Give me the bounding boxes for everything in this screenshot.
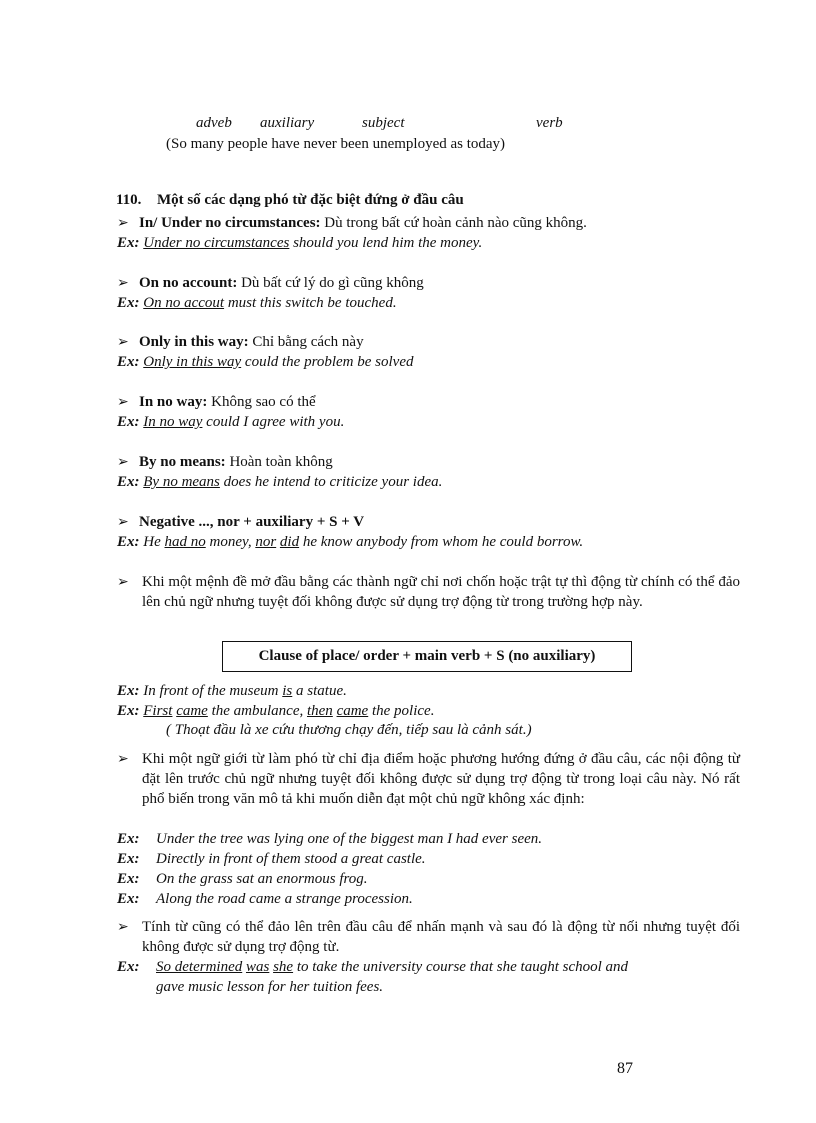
ex-rest: could I agree with you.: [202, 414, 345, 430]
ex-underlined: had no: [164, 534, 206, 550]
rule-paragraph: Khi một ngữ giới từ làm phó từ chỉ địa điểm hoặc phương hướng đứng ở đầu câu, các nội động từ đặt lên trước chủ ngữ nhưng tuyệt đối không được sử dụng trợ động từ trong loại câu này. Nó rất phổ biến trong văn mô tả khi muốn diễn đạt một chủ ngữ không xác định:: [142, 751, 740, 807]
item-term: Negative ..., nor + auxiliary + S + V: [139, 514, 365, 530]
formula-box: Clause of place/ order + main verb + S (no auxiliary): [222, 641, 632, 672]
item-meaning: Chỉ bằng cách này: [248, 334, 364, 350]
ex-label: Ex:: [117, 295, 140, 311]
arrow-bullet-icon: ➢: [117, 216, 129, 231]
ex-underlined: is: [282, 683, 293, 699]
label-adverb: adveb: [196, 115, 232, 131]
item-term: On no account:: [139, 275, 238, 291]
item-term: By no means:: [139, 454, 226, 470]
ex-underlined: By no means: [143, 474, 220, 490]
ex-label: Ex:: [117, 891, 140, 907]
ex-label: Ex:: [117, 235, 140, 251]
arrow-bullet-icon: ➢: [117, 395, 129, 410]
rule-paragraph: Tính từ cũng có thể đảo lên trên đầu câu để nhấn mạnh và sau đó là động từ nối nhưng tuyệt đối không được sử dụng trợ động từ.: [142, 919, 740, 955]
ex-label: Ex:: [117, 871, 140, 887]
ex-text: the ambulance,: [207, 703, 307, 719]
item-term: In no way:: [139, 394, 208, 410]
ex-label: Ex:: [117, 354, 140, 370]
section-title: Một số các dạng phó từ đặc biệt đứng ở đầu câu: [156, 192, 464, 208]
bullet-item: [117, 453, 333, 472]
ex-underlined: came: [336, 703, 369, 719]
ex-underlined: nor: [255, 534, 277, 550]
example-line: [117, 473, 442, 491]
ex-underlined: was: [245, 959, 270, 975]
example-line: [117, 234, 482, 252]
bullet-item: [117, 214, 587, 233]
ex-rest: should you lend him the money.: [289, 235, 483, 251]
ex-text: the police.: [368, 703, 435, 719]
example-line: [117, 958, 628, 976]
example-line: [117, 850, 426, 868]
ex-underlined: So determined: [156, 959, 243, 975]
rule-paragraph: Khi một mệnh đề mở đầu bằng các thành ngữ chỉ nơi chốn hoặc trật tự thì động từ chính có thể đảo lên chủ ngữ nhưng tuyệt đối không được sử dụng trợ động từ trong trường hợp này.: [142, 574, 740, 610]
ex-text: money,: [205, 534, 256, 550]
example-line: [117, 294, 397, 312]
ex-text: Under the tree was lying one of the biggest man I had ever seen.: [156, 831, 543, 847]
example-line: [117, 870, 368, 888]
ex-text: Directly in front of them stood a great castle.: [156, 851, 426, 867]
bullet-item: [117, 274, 424, 293]
arrow-bullet-icon: ➢: [117, 335, 129, 350]
ex-label: Ex:: [117, 703, 140, 719]
ex-underlined: On no accout: [143, 295, 225, 311]
ex-text: In front of the museum: [139, 683, 283, 699]
example-line: [117, 890, 413, 908]
ex-text: to take the university course that she taught school and: [293, 959, 629, 975]
bullet-item: [117, 333, 364, 352]
ex-label: Ex:: [117, 831, 140, 847]
arrow-bullet-icon: ➢: [117, 752, 129, 767]
arrow-bullet-icon: ➢: [117, 276, 129, 291]
item-term: In/ Under no circumstances:: [139, 215, 321, 231]
ex-text: On the grass sat an enormous frog.: [156, 871, 368, 887]
ex-label: Ex:: [117, 474, 140, 490]
item-term: Only in this way:: [139, 334, 249, 350]
ex-underlined: then: [306, 703, 333, 719]
ex-underlined: Only in this way: [143, 354, 242, 370]
example-line: [117, 702, 434, 720]
arrow-bullet-icon: ➢: [117, 515, 129, 530]
ex-text: he know anybody from whom he could borrow.: [299, 534, 584, 550]
bullet-item: [117, 513, 364, 532]
ex-text: Along the road came a strange procession.: [156, 891, 413, 907]
label-auxiliary: auxiliary: [260, 115, 315, 131]
ex-underlined: First: [143, 703, 173, 719]
example-line: [117, 682, 347, 700]
arrow-bullet-icon: ➢: [117, 575, 129, 590]
translation-line: (So many people have never been unemployed as today): [166, 136, 506, 152]
example-line: [117, 533, 583, 551]
ex-label: Ex:: [117, 683, 140, 699]
ex-rest: does he intend to criticize your idea.: [219, 474, 443, 490]
item-meaning: Hoàn toàn không: [225, 454, 333, 470]
ex-label: Ex:: [117, 414, 140, 430]
example-continuation: gave music lesson for her tuition fees.: [156, 979, 384, 995]
ex-text: a statue.: [292, 683, 347, 699]
example-line: [117, 830, 542, 848]
bullet-item: [117, 393, 316, 412]
ex-underlined: did: [279, 534, 300, 550]
example-line: [117, 413, 344, 431]
ex-rest: could the problem be solved: [241, 354, 414, 370]
section-number: 110.: [116, 192, 142, 208]
ex-underlined: Under no circumstances: [143, 235, 290, 251]
arrow-bullet-icon: ➢: [117, 455, 129, 470]
item-meaning: Dù trong bất cứ hoàn cảnh nào cũng không.: [320, 215, 587, 231]
example-line: [117, 353, 414, 371]
page-number: 87: [617, 1060, 633, 1077]
section-heading: [116, 191, 464, 209]
ex-label: Ex:: [117, 851, 140, 867]
item-meaning: Không sao có thể: [207, 394, 316, 410]
ex-label: Ex:: [117, 959, 140, 975]
ex-rest: must this switch be touched.: [224, 295, 397, 311]
ex-text: He: [143, 534, 165, 550]
ex-underlined: came: [176, 703, 208, 719]
item-meaning: Dù bất cứ lý do gì cũng không: [237, 275, 424, 291]
example-translation: ( Thoạt đầu là xe cứu thương chạy đến, tiếp sau là cảnh sát.): [166, 722, 532, 738]
ex-underlined: she: [273, 959, 294, 975]
ex-label: Ex:: [117, 534, 140, 550]
label-verb: verb: [536, 115, 563, 131]
arrow-bullet-icon: ➢: [117, 920, 129, 935]
label-subject: subject: [362, 115, 405, 131]
ex-underlined: In no way: [143, 414, 203, 430]
